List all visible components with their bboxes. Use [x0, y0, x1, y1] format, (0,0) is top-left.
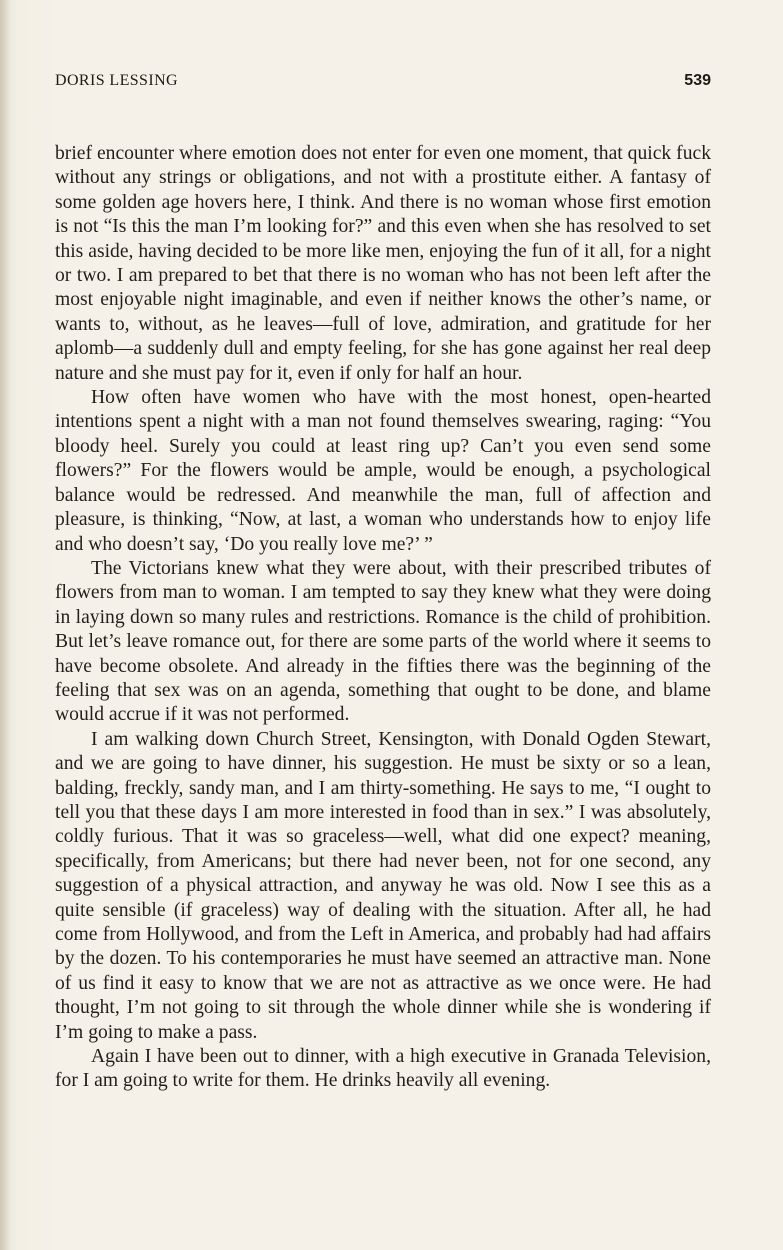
running-head-author: DORIS LESSING [55, 72, 178, 89]
body-text [55, 142, 711, 1094]
paragraph: The Victorians knew what they were about, with their prescribed tributes of flowers from man to woman. I am tempted to say they knew what they were doing in laying down so many rules and restrictions. Romance is the child of prohibition. But let’s leave romance out, for there are some parts of the world where it seems to have become obsolete. And already in the fifties there was the beginning of the feeling that sex was on an agenda, something that ought to be done, and blame would accrue if it was not performed. [55, 557, 711, 726]
running-head [55, 72, 711, 96]
paragraph: I am walking down Church Street, Kensington, with Donald Ogden Stewart, and we are going to have dinner, his suggestion. He must be sixty or so a lean, balding, freckly, sandy man, and I am thirty-something. He says to me, “I ought to tell you that these days I am more interested in food than in sex.” I was absolutely, coldly furious. That it was so graceless—well, what did one expect? meaning, specifically, from Americans; but there had never been, not for one second, any suggestion of a physical attraction, and anyway he was old. Now I see this as a quite sensible (if graceless) way of dealing with the situation. After all, he had come from Hollywood, and from the Left in America, and probably had had affairs by the dozen. To his contemporaries he must have seemed an attractive man. None of us find it easy to know that we are not as attractive as we once were. He had thought, I’m not going to sit through the whole dinner while she is wondering if I’m going to make a pass. [55, 728, 711, 1043]
page-number: 539 [684, 72, 711, 89]
paragraph: Again I have been out to dinner, with a high executive in Granada Television, for I am going to write for them. He drinks heavily all evening. [55, 1046, 711, 1092]
paragraph: How often have women who have with the most honest, open-hearted intentions spent a night with a man not found themselves swearing, raging: “You bloody heel. Surely you could at least ring up? Can’t you even send some flowers?” For the flowers would be ample, would be enough, a psychological balance would be redressed. And meanwhile the man, full of affection and pleasure, is thinking, “Now, at last, a woman who understands how to enjoy life and who doesn’t say, ‘Do you really love me?’ ” [55, 387, 711, 555]
paragraph: brief encounter where emotion does not enter for even one moment, that quick fuck without any strings or obligations, and not with a prostitute either. A fantasy of some golden age hovers here, I think. And there is no woman whose first emotion is not “Is this the man I’m looking for?” and this even when she has resolved to set this aside, having decided to be more like men, enjoying the fun of it all, for a night or two. I am prepared to bet that there is no woman who has not been left after the most enjoyable night imaginable, and even if neither knows the other’s name, or wants to, without, as he leaves—full of love, admiration, and gratitude for her aplomb—a suddenly dull and empty feeling, for she has gone against her real deep nature and she must pay for it, even if only for half an hour. [55, 143, 711, 384]
page-gutter-shadow [0, 0, 10, 1250]
